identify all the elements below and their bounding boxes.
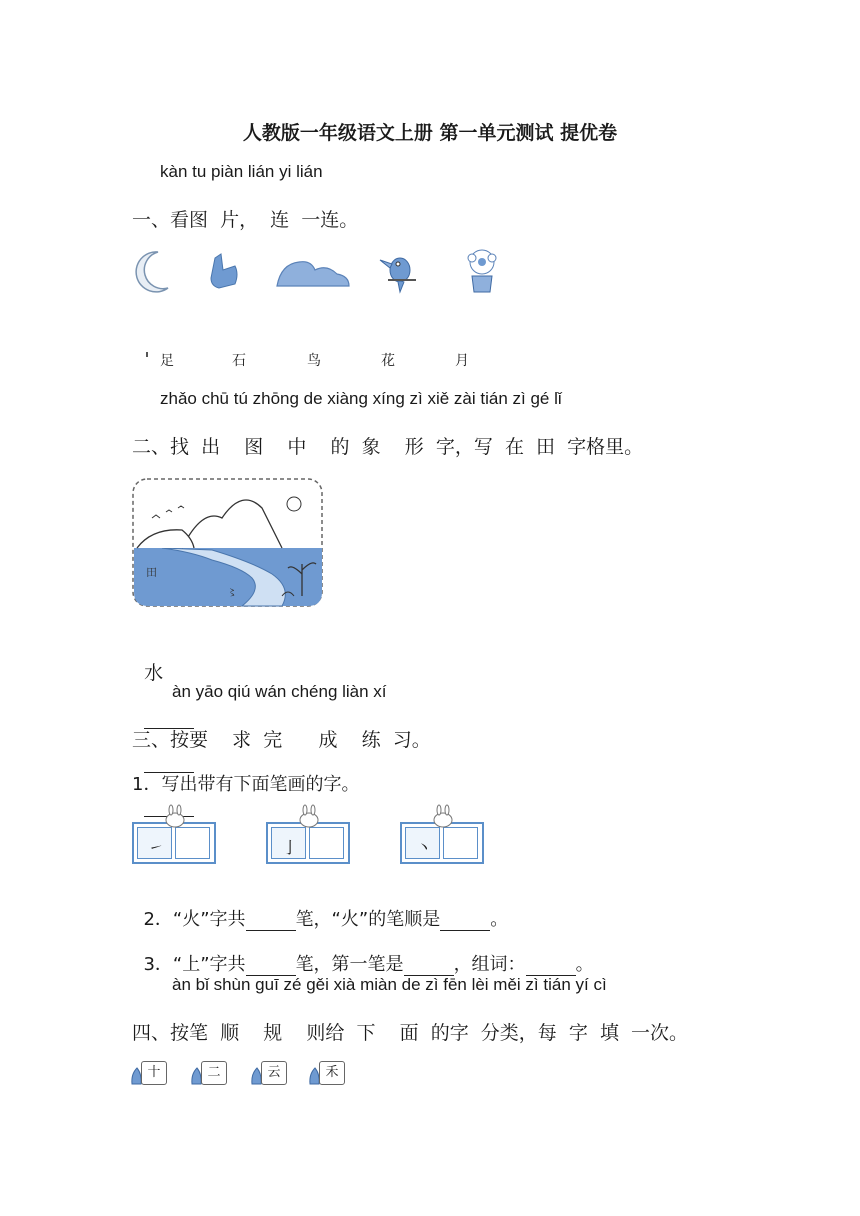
page-title: 人教版一年级语文上册 第一单元测试 提优卷 xyxy=(242,122,618,144)
section1-pinyin: kàn tu piàn lián yi lián xyxy=(160,162,323,181)
q3-text-3: ，组词： xyxy=(453,954,526,975)
q2-text-2: 笔，“火”的笔顺是 xyxy=(295,909,441,930)
stroke-cell xyxy=(271,827,306,859)
char-tag-3: 云 xyxy=(261,1061,287,1085)
svg-text:〻: 〻 xyxy=(227,588,237,599)
q3-blank-2[interactable] xyxy=(404,957,454,976)
section1-char-5: 月 xyxy=(455,353,469,369)
section1-char-1: 足 xyxy=(160,353,174,369)
stroke-glyph: ㇀ xyxy=(148,838,165,857)
landscape-picture xyxy=(132,478,324,608)
q3-text-4: 。 xyxy=(575,954,594,975)
section1-char-4: 花 xyxy=(381,353,395,369)
section1-heading: 一、看图 片， 连 一连。 xyxy=(132,209,359,231)
stroke-box-2 xyxy=(266,822,350,864)
q3-blank-3[interactable] xyxy=(526,957,576,976)
stroke-glyph: 丶 xyxy=(416,838,433,857)
section3-pinyin: àn yāo qiú wán chéng liàn xí xyxy=(172,682,387,701)
section1-char-3: 鸟 xyxy=(307,353,321,369)
char-tag-4: 禾 xyxy=(319,1061,345,1085)
bird-icon xyxy=(380,258,416,292)
q3-blank-1[interactable] xyxy=(246,957,296,976)
foot-icon xyxy=(211,254,237,288)
flower-icon xyxy=(468,250,496,292)
section3-heading: 三、按要 求 完 成 练 习。 xyxy=(132,729,431,751)
section4-heading: 四、按笔 顺 规 则给 下 面 的字 分类，每 字 填 一次。 xyxy=(132,1022,689,1044)
svg-text:田: 田 xyxy=(146,566,157,579)
question-1: 1．写出带有下面笔画的字。 xyxy=(132,774,360,795)
stroke-glyph: 亅 xyxy=(282,838,299,857)
q3-text-1: 3．“上”字共 xyxy=(143,954,246,975)
rabbit-icon xyxy=(294,804,324,828)
q2-text-3: 。 xyxy=(490,909,509,930)
moon-icon xyxy=(136,252,168,292)
question-2 xyxy=(132,884,508,931)
stroke-cell xyxy=(405,827,440,859)
rabbit-icon xyxy=(428,804,458,828)
stone-icon xyxy=(277,262,349,286)
char-tag-1: 十 xyxy=(141,1061,167,1085)
stroke-box-1 xyxy=(132,822,216,864)
section4-pinyin: àn bǐ shùn guī zé gěi xià miàn de zì fēn lèi měi zì tián yí cì xyxy=(172,975,607,994)
answer-cell[interactable] xyxy=(309,827,344,859)
char-tag-2: 二 xyxy=(201,1061,227,1085)
answer-cell[interactable] xyxy=(175,827,210,859)
question-3 xyxy=(132,929,594,976)
section1-char-2: 石 xyxy=(232,353,246,369)
section2-pinyin: zhǎo chū tú zhōng de xiàng xíng zì xiě zài tián zì gé lǐ xyxy=(160,389,562,408)
section2-heading: 二、找 出 图 中 的 象 形 字，写 在 田 字格里。 xyxy=(132,436,644,458)
q3-text-2: 笔，第一笔是 xyxy=(295,954,404,975)
answer-cell[interactable] xyxy=(443,827,478,859)
answer-label: 水 xyxy=(144,662,164,684)
q2-text-1: 2．“火”字共 xyxy=(143,909,246,930)
section1-pictures xyxy=(130,248,510,298)
stroke-cell xyxy=(137,827,172,859)
section1-char-marker xyxy=(146,343,150,362)
stroke-box-3 xyxy=(400,822,484,864)
rabbit-icon xyxy=(160,804,190,828)
